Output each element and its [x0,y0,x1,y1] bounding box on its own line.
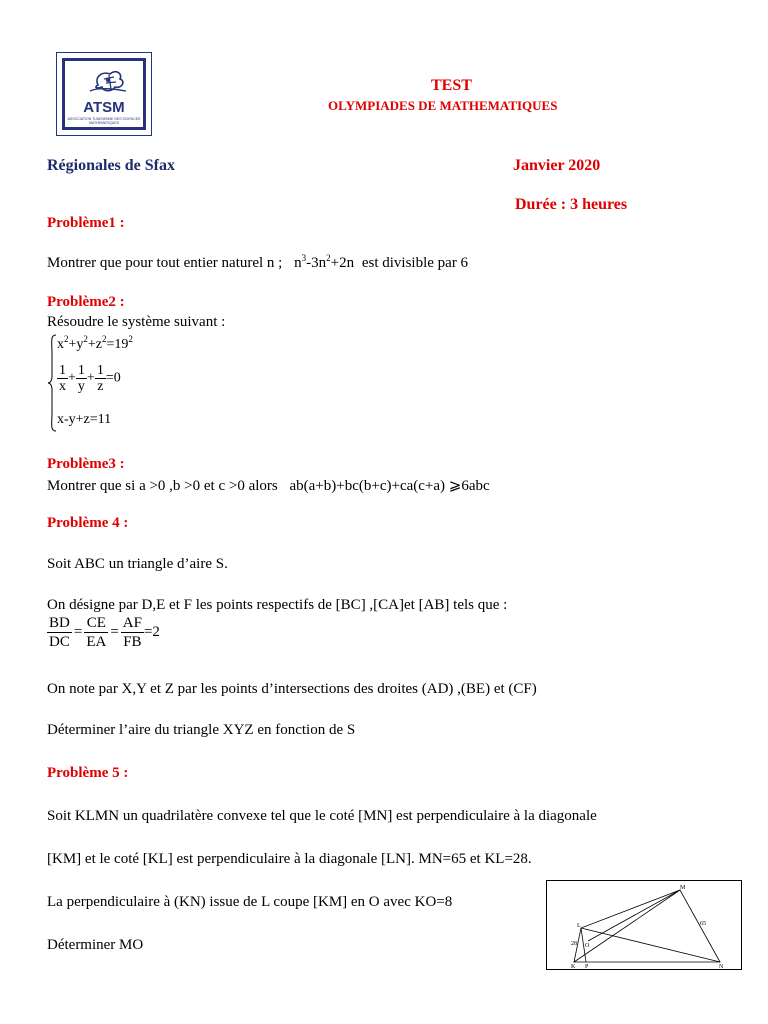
label-l: L [577,923,581,929]
label-m: M [680,885,686,891]
problem-1-title: Problème1 : [47,215,125,231]
problem-5-line-2: [KM] et le coté [KL] est perpendiculaire à la diagonale [LN]. MN=65 et KL=28. [47,851,532,867]
problem-3-statement: Montrer que si a >0 ,b >0 et c >0 alors ab(a+b)+bc(b+c)+ca(c+a) ⩾6abc [47,478,490,494]
system-brace-icon [47,334,57,432]
problem-4-line-2: On désigne par D,E et F les points respectifs de [BC] ,[CA]et [AB] tels que : [47,597,508,613]
problem-3-inequality: ab(a+b)+bc(b+c)+ca(c+a) ⩾6abc [289,478,490,494]
problem-5-line-4: Déterminer MO [47,937,144,953]
system-equation-2: $\frac{1}{x}$ + $\frac{1}{y}$ + $\frac{1}{z}$ =0 [59,363,121,394]
problem-2-title: Problème2 : [47,294,125,310]
atsm-logo [56,52,152,136]
problem-3-title: Problème3 : [47,456,125,472]
problem-1-statement [47,255,468,272]
problem-1-tail: est divisible par 6 [361,255,469,271]
label-mn-length: 65 [700,921,706,927]
system-equation-1: $x^2+y^2+z^2=19^2$ [57,334,133,352]
test-title: TEST [431,77,472,94]
region-label: Régionales de Sfax [47,157,175,174]
label-n: N [719,964,724,969]
problem-4-ratio-equation: $\frac{BD}{DC}$ = $\frac{CE}{EA}$ = $\frac{AF}{FB}$ =2 [49,615,160,650]
problem-4-title: Problème 4 : [47,515,129,531]
exam-duration: Durée : 3 heures [515,196,628,213]
label-p: P [585,964,589,969]
problem-5-title: Problème 5 : [47,765,129,781]
logo-name: ATSM [83,99,125,116]
label-k: K [571,964,576,969]
olympiades-subtitle: OLYMPIADES DE MATHEMATIQUES [328,98,558,113]
problem-5-line-1: Soit KLMN un quadrilatère convexe tel que le coté [MN] est perpendiculaire à la diagonale [47,808,597,824]
problem-2-text: Résoudre le système suivant : [47,314,226,330]
problem-1-expression: $n^3-3n^2+2n$ [294,253,355,271]
system-equation-3: x-y+z=11 [57,412,112,427]
problem-5-line-3: La perpendiculaire à (KN) issue de L coupe [KM] en O avec KO=8 [47,894,453,910]
label-kl-length: 28 [571,941,577,947]
quadrilateral-diagram [547,881,741,969]
exam-date: Janvier 2020 [513,157,601,174]
problem-4-line-1: Soit ABC un triangle d’aire S. [47,556,228,572]
label-o: O [585,943,590,949]
quadrilateral-figure [546,880,742,970]
logo-emblem-icon [68,65,146,99]
problem-1-lead: Montrer que pour tout entier naturel n ; [47,255,283,271]
problem-4-line-4: Déterminer l’aire du triangle XYZ en fonction de S [47,722,356,738]
logo-subtitle: ASSOCIATION TUNISIENNE DES SCIENCES MATHEMATIQUES [67,117,141,125]
problem-4-line-3: On note par X,Y et Z par les points d’intersections des droites (AD) ,(BE) et (CF) [47,681,537,697]
